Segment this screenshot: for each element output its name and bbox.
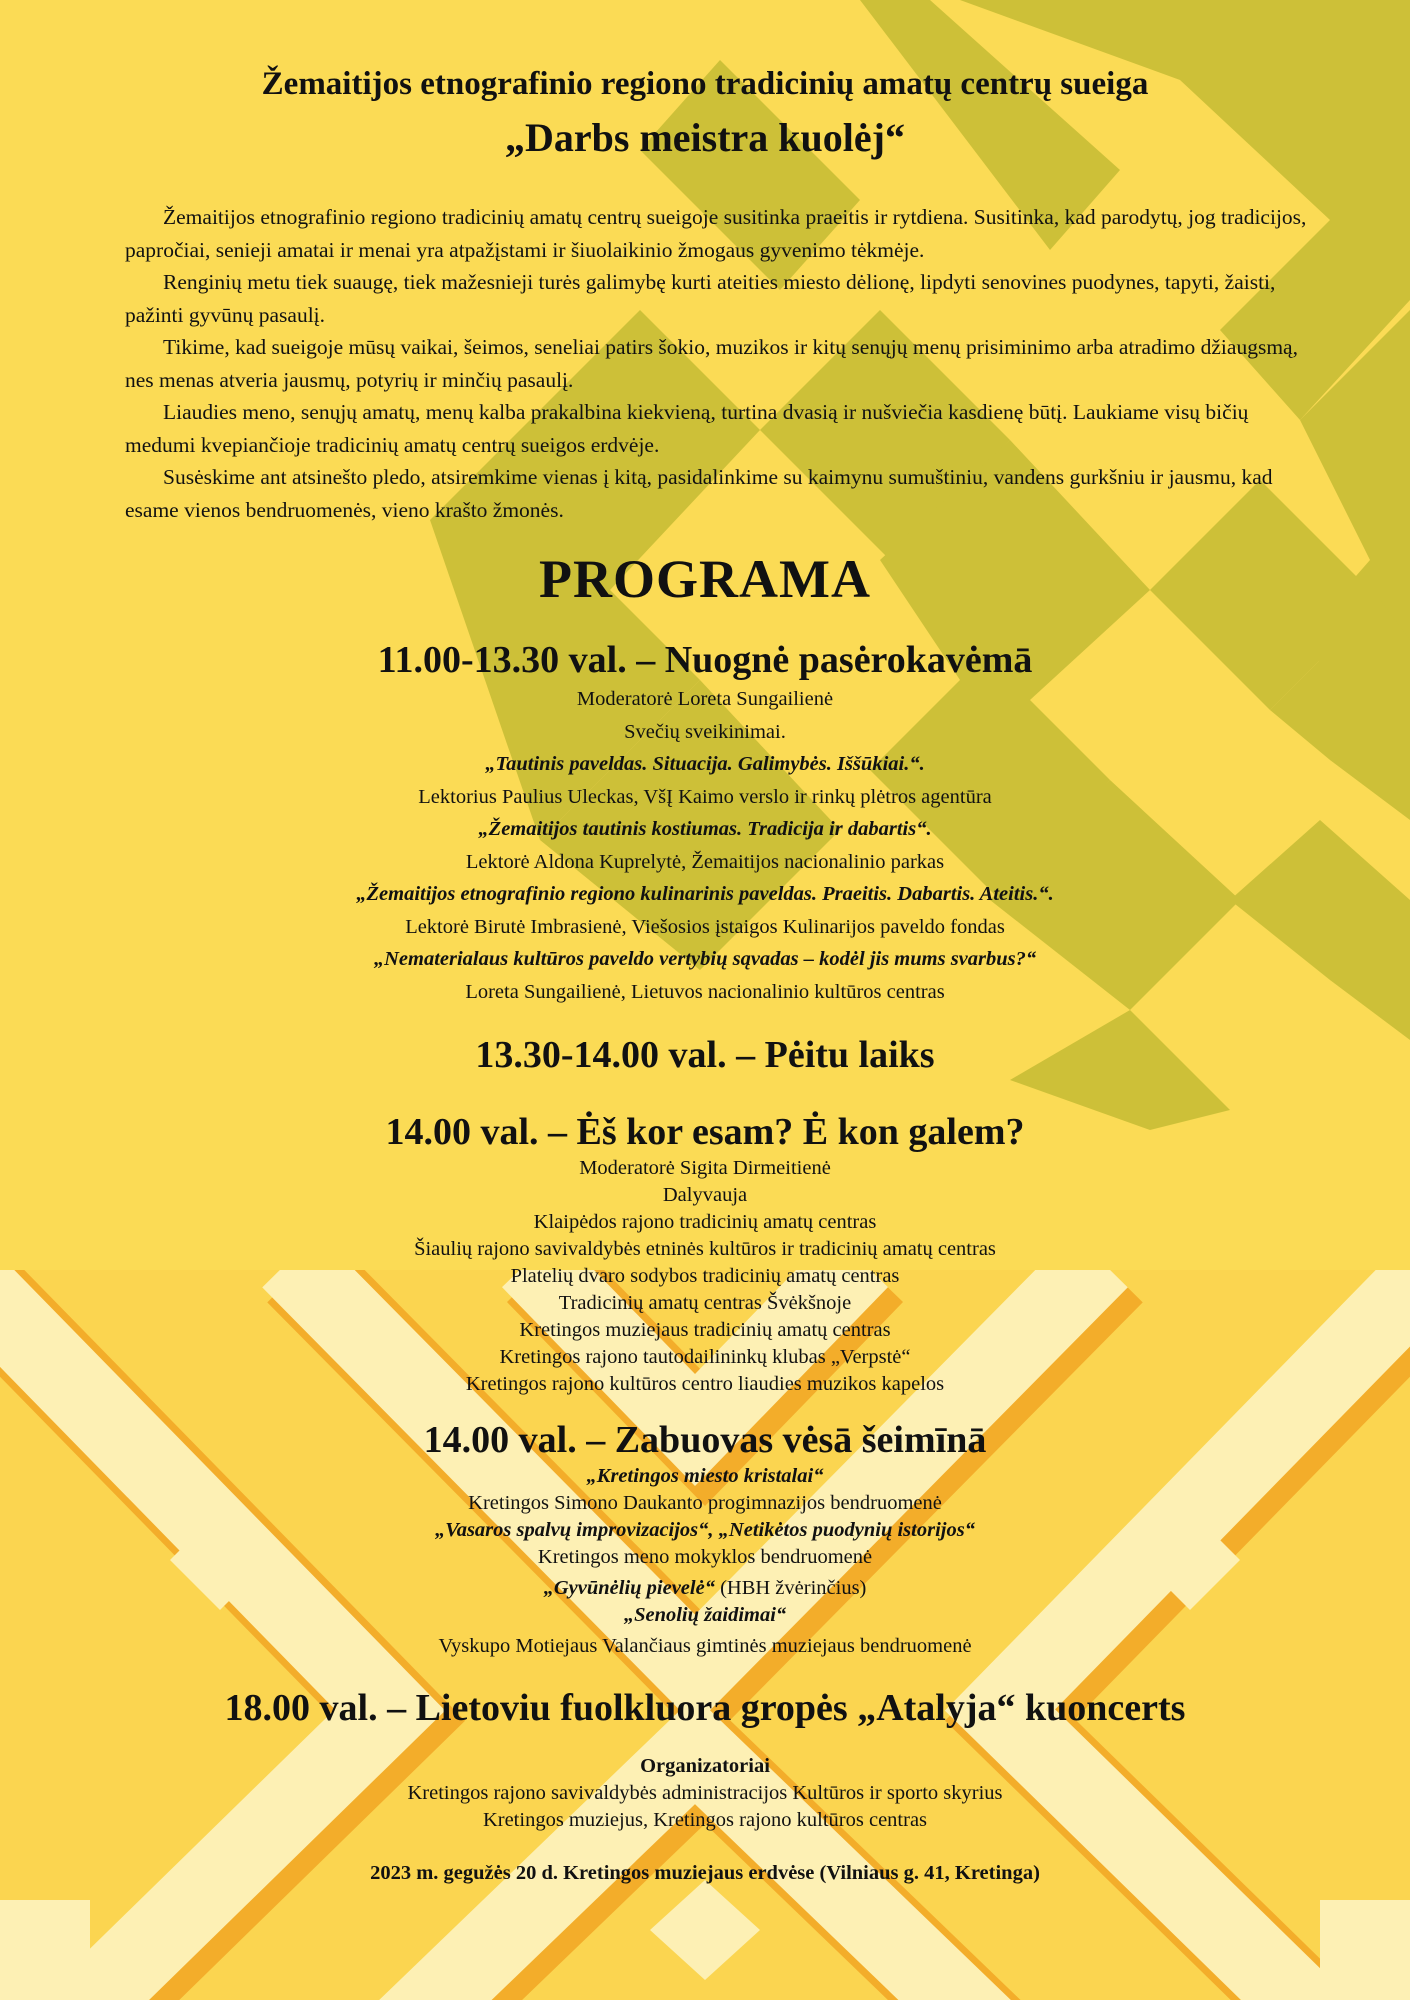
moderator: Moderatorė Sigita Dirmeitienė	[579, 1157, 831, 1179]
talk-title: „Tautinis paveldas. Situacija. Galimybės. Iššūkiai.“.	[485, 753, 925, 775]
activity-host: Kretingos meno mokyklos bendruomenė	[537, 1546, 873, 1568]
organizer: Kretingos rajono savivaldybės administracijos Kultūros ir sporto skyrius	[407, 1782, 1003, 1804]
program-block-4	[0, 1417, 1410, 1660]
activity-title: „Senolių žaidimai“	[623, 1604, 787, 1626]
program-block-5	[0, 1685, 1410, 1731]
participant: Tradicinių amatų centras Švėkšnoje	[558, 1292, 852, 1314]
program-heading: 18.00 val. – Lietoviu fuolkluora gropės „Atalyja“ kuoncerts	[224, 1687, 1186, 1729]
participant: Kretingos rajono tautodailininkų klubas „Verpstė“	[499, 1346, 911, 1368]
program-block-2	[0, 1032, 1410, 1078]
program-heading: 14.00 val. – Ėš kor esam? Ė kon galem?	[385, 1111, 1025, 1153]
talk-title: „Žemaitijos etnografinio regiono kulinarinis paveldas. Praeitis. Dabartis. Ateitis.“.	[356, 883, 1054, 905]
program-heading: 13.30-14.00 val. – Pėitu laiks	[475, 1034, 935, 1076]
activity-line	[0, 1575, 1410, 1602]
talk-speaker: Loreta Sungailienė, Lietuvos nacionalinio kultūros centras	[465, 980, 945, 1003]
activity-host: Vyskupo Motiejaus Valančiaus gimtinės muziejaus bendruomenė	[438, 1635, 972, 1657]
organizers	[0, 1753, 1410, 1834]
intro-paragraph: Tikime, kad sueigoje mūsų vaikai, šeimos, seneliai patirs šokio, muzikos ir kitų senųjų menų prisiminimo arba atradimo džiaugsmą, nes menas atveria jausmų, potyrių ir minčių pasaulį.	[125, 335, 1298, 392]
talk-title: „Žemaitijos tautinis kostiumas. Tradicija ir dabartis“.	[478, 818, 932, 840]
event-title: Žemaitijos etnografinio regiono tradicinių amatų centrų sueiga	[261, 66, 1149, 102]
participant: Kretingos rajono kultūros centro liaudies muzikos kapelos	[465, 1373, 945, 1395]
intro-paragraph: Susėskime ant atsinešto pledo, atsiremkime vienas į kitą, pasidalinkime su kaimynu sumuštiniu, vandens gurkšniu ir jausmu, kad esame vienos bendruomenės, vieno krašto žmonės.	[125, 465, 1273, 522]
activity-title: „Kretingos miesto kristalai“	[586, 1465, 824, 1487]
participant: Kretingos muziejaus tradicinių amatų centras	[519, 1319, 891, 1341]
activity-note: (HBH žvėrinčius)	[714, 1577, 867, 1599]
talk-speaker: Lektorė Birutė Imbrasienė, Viešosios įstaigos Kulinarijos paveldo fondas	[405, 915, 1005, 938]
program-title: PROGRAMA	[539, 549, 871, 609]
participant: Šiaulių rajono savivaldybės etninės kultūros ir tradicinių amatų centras	[414, 1238, 996, 1260]
event-subtitle: „Darbs meistra kuolėj“	[505, 115, 905, 160]
activity-title: „Gyvūnėlių pievelė“	[543, 1577, 715, 1599]
activity-title: „Vasaros spalvų improvizacijos“, „Netikėtos puodynių istorijos“	[435, 1519, 975, 1541]
intro-paragraph: Renginių metu tiek suaugę, tiek mažesnieji turės galimybę kurti ateities miesto dėlionę, lipdyti senovines puodynes, tapyti, žaisti, pažinti gyvūnų pasaulį.	[125, 270, 1276, 327]
organizers-title: Organizatoriai	[640, 1755, 770, 1777]
organizer: Kretingos muziejus, Kretingos rajono kultūros centras	[482, 1809, 928, 1831]
participant: Platelių dvaro sodybos tradicinių amatų centras	[510, 1265, 900, 1287]
intro-paragraph: Žemaitijos etnografinio regiono tradicinių amatų centrų sueigoje susitinka praeitis ir rytdiena. Susitinka, kad parodytų, jog tradicijos, papročiai, senieji amatai ir menai yra atpažįstami ir šiuolaikinio žmogaus gyvenimo tėkmėje.	[125, 205, 1307, 262]
intro-text	[125, 201, 1315, 526]
program-block-3	[0, 1109, 1410, 1398]
talk-title: „Nematerialaus kultūros paveldo vertybių sąvadas – kodėl jis mums svarbus?“	[373, 948, 1037, 970]
moderator: Moderatorė Loreta Sungailienė	[576, 688, 834, 710]
intro-paragraph: Liaudies meno, senųjų amatų, menų kalba prakalbina kiekvieną, turtina dvasią ir nušviečia kasdienę būtį. Laukiame visų bičių medumi kvepiančioje tradicinių amatų centrų sueigos erdvėje.	[125, 400, 1249, 457]
program-block-1	[0, 637, 1410, 1008]
greeting: Svečių sveikinimai.	[624, 720, 786, 743]
program-heading: 11.00-13.30 val. – Nuognė pasėrokavėmā	[377, 639, 1033, 681]
activity-host: Kretingos Simono Daukanto progimnazijos bendruomenė	[468, 1492, 942, 1514]
participant: Klaipėdos rajono tradicinių amatų centras	[533, 1211, 877, 1233]
participants-label: Dalyvauja	[662, 1184, 748, 1206]
talk-speaker: Lektorius Paulius Uleckas, VšĮ Kaimo verslo ir rinkų plėtros agentūra	[418, 785, 992, 808]
program-heading: 14.00 val. – Zabuovas vėsā šeimīnā	[423, 1419, 987, 1461]
talk-speaker: Lektorė Aldona Kuprelytė, Žemaitijos nacionalinio parkas	[465, 850, 945, 873]
event-date-location: 2023 m. gegužės 20 d. Kretingos muziejaus erdvėse (Vilniaus g. 41, Kretinga)	[370, 1862, 1040, 1884]
